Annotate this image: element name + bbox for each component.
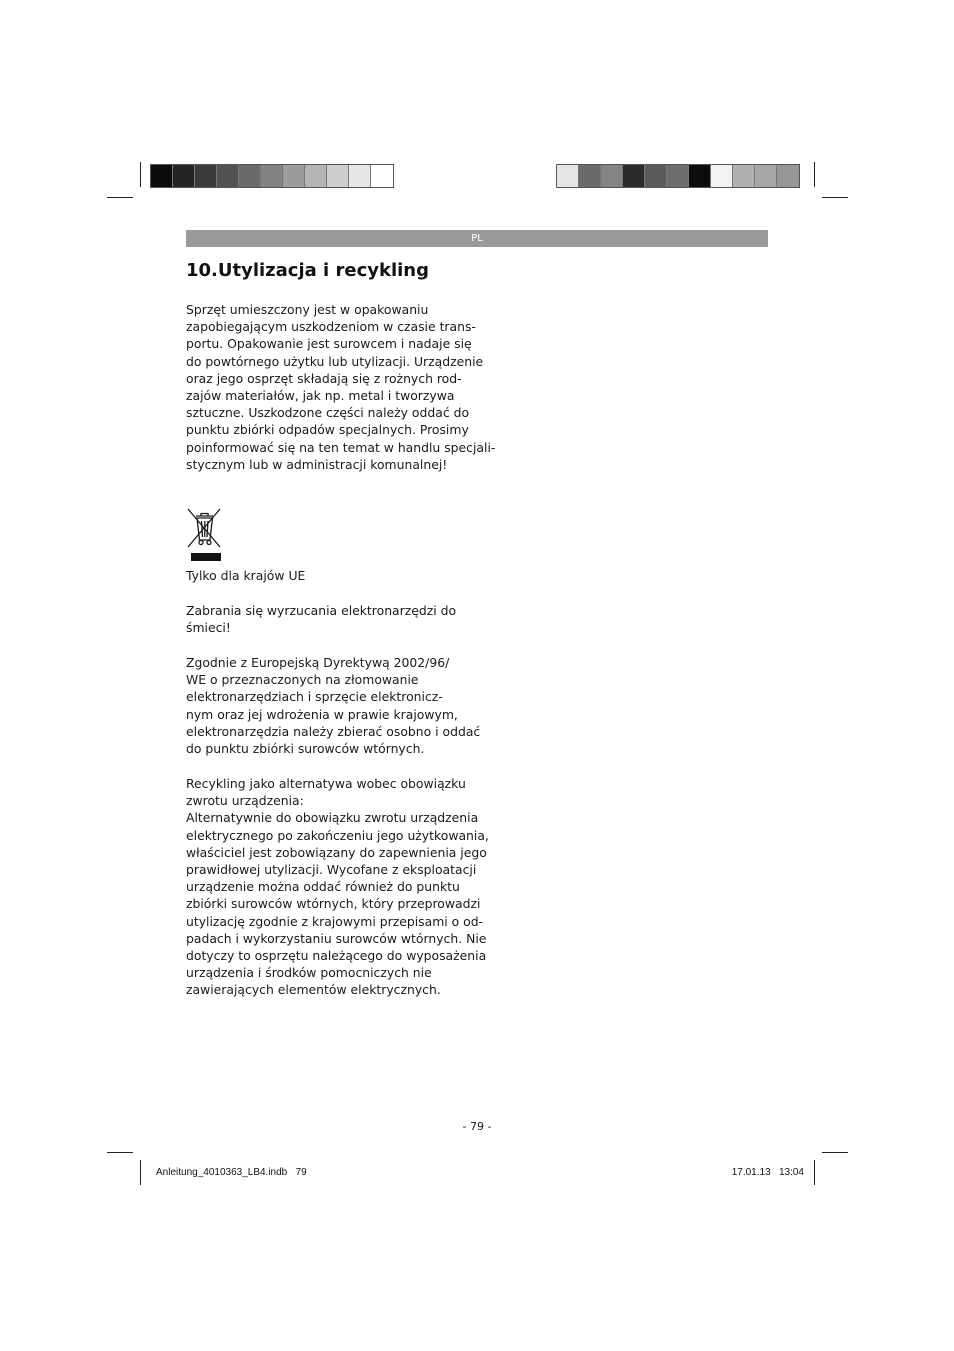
color-swatch bbox=[195, 165, 217, 187]
text-line: punktu zbiórki odpadów specjalnych. Prosimy bbox=[186, 422, 469, 438]
text-line: stycznym lub w administracji komunalnej! bbox=[186, 456, 448, 472]
language-header-bar bbox=[186, 230, 768, 247]
color-swatch bbox=[305, 165, 327, 187]
text-line: nym oraz jej wdrożenia w prawie krajowym, bbox=[186, 706, 458, 722]
text-line: padach i wykorzystaniu surowców wtórnych. Nie bbox=[186, 930, 487, 946]
color-swatch bbox=[733, 165, 755, 187]
color-swatch bbox=[557, 165, 579, 187]
text-line: zajów materiałów, jak np. metal i tworzywa bbox=[186, 388, 455, 404]
crop-mark bbox=[814, 162, 815, 187]
text-line: prawidłowej utylizacji. Wycofane z eksploatacji bbox=[186, 862, 477, 878]
color-swatch bbox=[173, 165, 195, 187]
packaging-paragraph bbox=[186, 301, 496, 473]
text-line: właściciel jest zobowiązany do zapewnienia jego bbox=[186, 844, 487, 860]
text-line: Sprzęt umieszczony jest w opakowaniu bbox=[186, 302, 429, 317]
text-line: zapobiegającym uszkodzeniom w czasie trans- bbox=[186, 319, 476, 335]
text-line: Zgodnie z Europejską Dyrektywą 2002/96/ bbox=[186, 655, 450, 670]
text-line: śmieci! bbox=[186, 620, 231, 636]
color-swatch bbox=[261, 165, 283, 187]
text-line: zwrotu urządzenia: bbox=[186, 793, 304, 809]
color-calibration-bar-left bbox=[150, 164, 394, 188]
color-swatch bbox=[579, 165, 601, 187]
text-line: urządzenia i środków pomocniczych nie bbox=[186, 965, 432, 981]
color-swatch bbox=[645, 165, 667, 187]
color-swatch bbox=[371, 165, 393, 187]
text-line: Zabrania się wyrzucania elektronarzędzi do bbox=[186, 603, 457, 618]
text-line: elektronarzędzia należy zbierać osobno i oddać bbox=[186, 723, 481, 739]
text-line: do powtórnego użytku lub utylizacji. Urządzenie bbox=[186, 353, 484, 369]
text-line: utylizację zgodnie z krajowymi przepisami o od- bbox=[186, 913, 484, 929]
color-swatch bbox=[623, 165, 645, 187]
text-line: WE o przeznaczonych na złomowanie bbox=[186, 672, 419, 688]
language-label: PL bbox=[471, 233, 483, 244]
crop-mark bbox=[822, 1152, 848, 1153]
text-line: elektronarzędziach i sprzęcie elektronicz- bbox=[186, 689, 443, 705]
color-swatch bbox=[777, 165, 799, 187]
section-title: 10.Utylizacja i recykling bbox=[186, 260, 429, 281]
text-line: dotyczy to osprzętu należącego do wyposażenia bbox=[186, 948, 487, 964]
text-line: sztuczne. Uszkodzone części należy oddać do bbox=[186, 405, 470, 421]
page-number: - 79 - bbox=[462, 1120, 492, 1133]
eu-only-line: Tylko dla krajów UE bbox=[186, 568, 306, 583]
crop-mark bbox=[140, 1160, 141, 1185]
crop-mark bbox=[814, 1160, 815, 1185]
footer-timestamp: 17.01.13 13:04 bbox=[731, 1167, 804, 1178]
crop-mark bbox=[107, 197, 133, 198]
color-swatch bbox=[689, 165, 711, 187]
crop-mark bbox=[107, 1152, 133, 1153]
color-swatch bbox=[217, 165, 239, 187]
color-swatch bbox=[667, 165, 689, 187]
text-line: Recykling jako alternatywa wobec obowiązku bbox=[186, 776, 466, 791]
color-swatch bbox=[327, 165, 349, 187]
text-line: oraz jego osprzęt składają się z rożnych rod- bbox=[186, 370, 462, 386]
color-swatch bbox=[349, 165, 371, 187]
color-swatch bbox=[711, 165, 733, 187]
prohibition-paragraph bbox=[186, 602, 486, 636]
color-swatch bbox=[151, 165, 173, 187]
text-line: portu. Opakowanie jest surowcem i nadaje się bbox=[186, 336, 472, 352]
text-line: zawierających elementów elektrycznych. bbox=[186, 982, 441, 998]
footer-file-info: Anleitung_4010363_LB4.indb 79 bbox=[156, 1167, 307, 1178]
text-line: zbiórki surowców wtórnych, który przeprowadzi bbox=[186, 896, 481, 912]
text-line: urządzenie można oddać również do punktu bbox=[186, 879, 460, 895]
text-line: elektrycznego po zakończeniu jego użytkowania, bbox=[186, 827, 489, 843]
directive-paragraph bbox=[186, 654, 486, 757]
crop-mark bbox=[140, 162, 141, 187]
text-line: Alternatywnie do obowiązku zwrotu urządzenia bbox=[186, 810, 479, 826]
crop-mark bbox=[822, 197, 848, 198]
eu-only-text bbox=[186, 567, 486, 584]
color-swatch bbox=[239, 165, 261, 187]
crossed-out-wheelie-bin-icon bbox=[186, 507, 222, 563]
recycling-paragraph bbox=[186, 775, 489, 999]
color-swatch bbox=[283, 165, 305, 187]
text-line: do punktu zbiórki surowców wtórnych. bbox=[186, 741, 425, 757]
color-swatch bbox=[755, 165, 777, 187]
color-calibration-bar-right bbox=[556, 164, 800, 188]
color-swatch bbox=[601, 165, 623, 187]
text-line: poinformować się na ten temat w handlu specjali- bbox=[186, 439, 496, 455]
